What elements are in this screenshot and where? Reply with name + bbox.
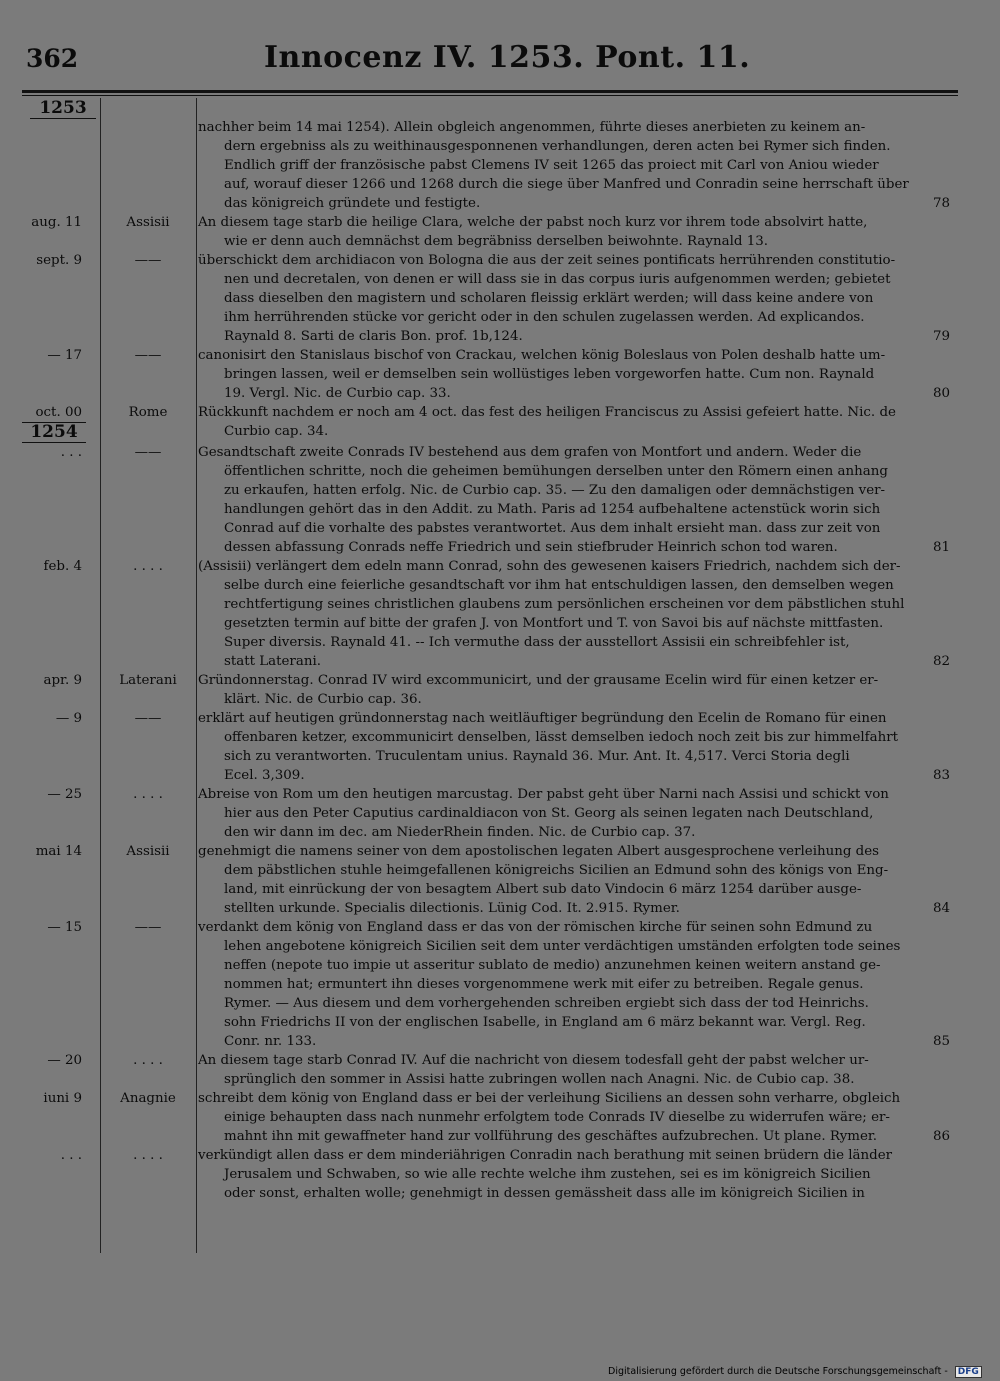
entry-text: [198, 918, 950, 1051]
entry-line: offenbaren ketzer, excommunicirt denselben, lässt demselben iedoch noch zeit bis zur himmelfahrt: [224, 730, 899, 745]
entry-number: 84: [932, 901, 950, 916]
year-heading: 1253: [30, 98, 96, 119]
entry-place: [100, 118, 196, 213]
entry-line: ihm herrührenden stücke vor gericht oder in den schulen zugelassen werden. Ad explicandos.: [224, 310, 865, 325]
entry-line: verkündigt allen dass er dem minderiährigen Conradin nach berathung mit seinen brüdern die länder: [198, 1148, 893, 1163]
entry-line: Abreise von Rom um den heutigen marcustag. Der pabst geht über Narni nach Assisi und schickt von: [198, 787, 889, 802]
entry-line: einige behaupten dass nach nunmehr erfolgtem tode Conrads IV dieselbe zu widerrufen wäre; er-: [224, 1110, 890, 1125]
entry-line: selbe durch eine feierliche gesandtschaft vor ihm hat entschuldigen lassen, den demselben wegen: [224, 578, 894, 593]
entry-date: — 20: [47, 1053, 82, 1068]
regesta-entry: [0, 1146, 1000, 1203]
entry-place: ——: [134, 253, 162, 268]
entry-line: lehen angebotene königreich Sicilien seit dem unter verdächtigen umständen erfolgten tode seines: [224, 939, 901, 954]
entry-line: erklärt auf heutigen gründonnerstag nach weitläuftiger begründung den Ecelin de Romano für einen: [198, 711, 887, 726]
entry-line: mahnt ihn mit gewaffneter hand zur vollführung des geschäftes aufzubrechen. Ut plane. Rymer. 86: [224, 1129, 950, 1144]
entry-text: [198, 346, 950, 403]
entry-line: An diesem tage starb Conrad IV. Auf die nachricht von diesem todesfall geht der pabst welcher ur-: [198, 1053, 869, 1068]
entry-date: . . .: [60, 445, 82, 460]
entry-text: [198, 671, 950, 709]
entry-line: Conr. nr. 133. 85: [224, 1034, 950, 1049]
entry-line: nachher beim 14 mai 1254). Allein obgleich angenommen, führte dieses anerbieten zu keinem an-: [198, 120, 866, 135]
entry-number: 83: [932, 768, 950, 783]
entry-place: . . . .: [133, 787, 163, 802]
entry-line: Rückkunft nachdem er noch am 4 oct. das fest des heiligen Franciscus zu Assisi gefeiert hatte. Nic. de: [198, 405, 896, 420]
entry-text: [198, 118, 950, 213]
entry-text: [198, 1089, 950, 1146]
entry-date: mai 14: [35, 844, 82, 859]
entry-line: 19. Vergl. Nic. de Curbio cap. 33. 80: [224, 386, 950, 401]
entry-line: nommen hat; ermuntert ihn dieses vorgenommene werk mit eifer zu betreiben. Regale genus.: [224, 977, 864, 992]
regesta-entry: [0, 118, 1000, 213]
entry-line: Raynald 8. Sarti de claris Bon. prof. 1b,124. 79: [224, 329, 950, 344]
regesta-entry: [0, 785, 1000, 842]
entry-place: Assisii: [126, 215, 170, 230]
entry-line: nen und decretalen, von denen er will dass sie in das corpus iuris aufgenommen werden; gebietet: [224, 272, 891, 287]
entry-date: . . .: [60, 1148, 82, 1163]
entry-line: Gesandtschaft zweite Conrads IV bestehend aus dem grafen von Montfort und andern. Weder die: [198, 445, 862, 460]
entry-text: [198, 443, 950, 557]
entry-place: Rome: [128, 405, 168, 420]
entry-date: — 9: [55, 711, 82, 726]
entry-line: Gründonnerstag. Conrad IV wird excommunicirt, und der grausame Ecelin wird für einen ketzer er-: [198, 673, 879, 688]
entry-place: Assisii: [126, 844, 170, 859]
entry-line: hier aus den Peter Caputius cardinaldiacon von St. Georg als seinen legaten nach Deutschland,: [224, 806, 874, 821]
entry-line: Super diversis. Raynald 41. -- Ich vermuthe dass der ausstellort Assisii ein schreibfehler ist,: [224, 635, 850, 650]
entry-text: [198, 1051, 950, 1089]
dfg-logo: DFG: [955, 1366, 982, 1378]
entry-line: sprünglich den sommer in Assisi hatte zubringen wollen nach Anagni. Nic. de Cubio cap. 38.: [224, 1072, 855, 1087]
regesta-entry: [0, 251, 1000, 346]
entry-line: auf, worauf dieser 1266 und 1268 durch die siege über Manfred und Conradin seine herrschaft über: [224, 177, 909, 192]
regesta-entry: [0, 1089, 1000, 1146]
entry-line: öffentlichen schritte, noch die geheimen bemühungen derselben unter den Römern einen anhang: [224, 464, 888, 479]
entry-place: ——: [134, 348, 162, 363]
entry-place: . . . .: [133, 1053, 163, 1068]
regesta-entry: [0, 671, 1000, 709]
entry-text: [198, 251, 950, 346]
regesta-entry: [0, 443, 1000, 557]
entry-number: 81: [932, 540, 950, 555]
entry-line: neffen (nepote tuo impie ut asseritur sublato de medio) anzunehmen keinen weitern anstand ge-: [224, 958, 881, 973]
entry-text: [198, 785, 950, 842]
entry-line: den wir dann im dec. am NiederRhein finden. Nic. de Curbio cap. 37.: [224, 825, 696, 840]
regesta-entry: [0, 213, 1000, 251]
entry-line: sohn Friedrichs II von der englischen Isabelle, in England am 6 märz bekannt war. Vergl. Reg.: [224, 1015, 866, 1030]
page-number: 362: [26, 44, 79, 73]
entry-place: . . . .: [133, 559, 163, 574]
entry-line: dem päbstlichen stuhle heimgefallenen königreichs Sicilien an Edmund sohn des königs von Eng-: [224, 863, 889, 878]
entry-line: Rymer. — Aus diesem und dem vorhergehenden schreiben ergiebt sich dass der tod Heinrichs.: [224, 996, 869, 1011]
entry-line: schreibt dem könig von England dass er bei der verleihung Siciliens an dessen sohn verharre, obgleich: [198, 1091, 901, 1106]
entry-line: genehmigt die namens seiner von dem apostolischen legaten Albert ausgesprochene verleihung des: [198, 844, 880, 859]
entry-place: Anagnie: [120, 1091, 176, 1106]
entry-line: stellten urkunde. Specialis dilectionis. Lünig Cod. It. 2.915. Rymer. 84: [224, 901, 950, 916]
regesta-entry: [0, 403, 1000, 443]
entry-number: 85: [932, 1034, 950, 1049]
entry-text: [198, 1146, 950, 1203]
page-header: [0, 40, 1000, 80]
entry-place: . . . .: [133, 1148, 163, 1163]
entry-line: Ecel. 3,309. 83: [224, 768, 950, 783]
entry-line: canonisirt den Stanislaus bischof von Crackau, welchen könig Boleslaus von Polen deshalb hatte um-: [198, 348, 886, 363]
entry-line: das königreich gründete und festigte. 78: [224, 196, 950, 211]
footer-text: Digitalisierung gefördert durch die Deutsche Forschungsgemeinschaft -: [608, 1366, 948, 1377]
entry-place: ——: [134, 920, 162, 935]
entry-number: 80: [932, 386, 950, 401]
entry-text: [198, 557, 950, 671]
entry-text: [198, 709, 950, 785]
entry-line: bringen lassen, weil er demselben sein wollüstiges leben vorgeworfen hatte. Cum non. Raynald: [224, 367, 875, 382]
entry-place: ——: [134, 445, 162, 460]
entry-line: An diesem tage starb die heilige Clara, welche der pabst noch kurz vor ihrem tode absolvirt hatte,: [198, 215, 868, 230]
entry-date: — 15: [47, 920, 82, 935]
entry-line: sich zu verantworten. Truculentam unius. Raynald 36. Mur. Ant. It. 4,517. Verci Storia degli: [224, 749, 850, 764]
entry-line: wie er denn auch demnächst dem begräbniss derselben beiwohnte. Raynald 13.: [224, 234, 768, 249]
entry-line: Conrad auf die vorhalte des pabstes verantwortet. Aus dem inhalt ersieht man. dass zur zeit von: [224, 521, 881, 536]
year-marker: 1254: [22, 422, 86, 443]
footer-credit: [608, 1366, 982, 1378]
entry-line: zu erkaufen, hatten erfolg. Nic. de Curbio cap. 35. — Zu den damaligen oder demnächstigen ver-: [224, 483, 886, 498]
entry-date: iuni 9: [43, 1091, 82, 1106]
entry-line: gesetzten termin auf bitte der grafen J. von Montfort und T. von Savoi bis auf nächste mittfasten.: [224, 616, 884, 631]
entry-line: dessen abfassung Conrads neffe Friedrich und sein stiefbruder Heinrich schon tod waren. 81: [224, 540, 950, 555]
regesta-entry: [0, 346, 1000, 403]
entry-date: — 25: [47, 787, 82, 802]
entry-number: 86: [932, 1129, 950, 1144]
regesta-entry: [0, 557, 1000, 671]
regesta-entries: [0, 118, 1000, 1203]
entry-line: Endlich griff der französische pabst Clemens IV seit 1265 das proiect mit Carl von Aniou wieder: [224, 158, 879, 173]
entry-date: oct. 00 1254: [0, 403, 86, 443]
entry-line: Curbio cap. 34.: [224, 424, 329, 439]
regesta-entry: [0, 842, 1000, 918]
entry-text: [198, 842, 950, 918]
entry-line: oder sonst, erhalten wolle; genehmigt in dessen gemässheit dass alle im königreich Sicilien in: [224, 1186, 865, 1201]
regesta-entry: [0, 918, 1000, 1051]
entry-text: [198, 403, 950, 443]
entry-line: überschickt dem archidiacon von Bologna die aus der zeit seines pontificats herrührenden constitutio-: [198, 253, 896, 268]
entry-line: statt Laterani. 82: [224, 654, 950, 669]
entry-text: [198, 213, 950, 251]
entry-line: (Assisii) verlängert dem edeln mann Conrad, sohn des gewesenen kaisers Friedrich, nachdem sich der-: [198, 559, 901, 574]
entry-date: sept. 9: [36, 253, 82, 268]
entry-line: dern ergebniss als zu weithinausgesponnenen verhandlungen, deren acten bei Rymer sich finden.: [224, 139, 891, 154]
entry-number: 79: [932, 329, 950, 344]
regesta-entry: [0, 709, 1000, 785]
entry-line: land, mit einrückung der von besagtem Albert sub dato Vindocin 6 märz 1254 darüber ausge-: [224, 882, 862, 897]
regesta-entry: [0, 1051, 1000, 1089]
entry-number: 78: [932, 196, 950, 211]
entry-line: rechtfertigung seines christlichen glaubens zum persönlichen erscheinen vor dem päbstlichen stuhl: [224, 597, 905, 612]
entry-place: Laterani: [119, 673, 177, 688]
entry-line: klärt. Nic. de Curbio cap. 36.: [224, 692, 422, 707]
header-rule: [22, 90, 958, 93]
entry-number: 82: [932, 654, 950, 669]
header-rule-thin: [22, 95, 958, 96]
entry-place: ——: [134, 711, 162, 726]
entry-date: — 17: [47, 348, 82, 363]
entry-line: verdankt dem könig von England dass er das von der römischen kirche für seinen sohn Edmund zu: [198, 920, 873, 935]
entry-date: feb. 4: [43, 559, 82, 574]
entry-date: aug. 11: [31, 215, 82, 230]
entry-line: handlungen gehört das in den Addit. zu Math. Paris ad 1254 aufbehaltene actenstück worin sich: [224, 502, 881, 517]
entry-date: [0, 118, 86, 213]
entry-date: apr. 9: [43, 673, 82, 688]
running-title: Innocenz IV. 1253. Pont. 11.: [264, 40, 751, 75]
entry-line: Jerusalem und Schwaben, so wie alle rechte welche ihm zustehen, sei es im königreich Sicilien: [224, 1167, 871, 1182]
entry-line: dass dieselben den magistern und scholaren fleissig erklärt werden; will dass keine andere von: [224, 291, 874, 306]
